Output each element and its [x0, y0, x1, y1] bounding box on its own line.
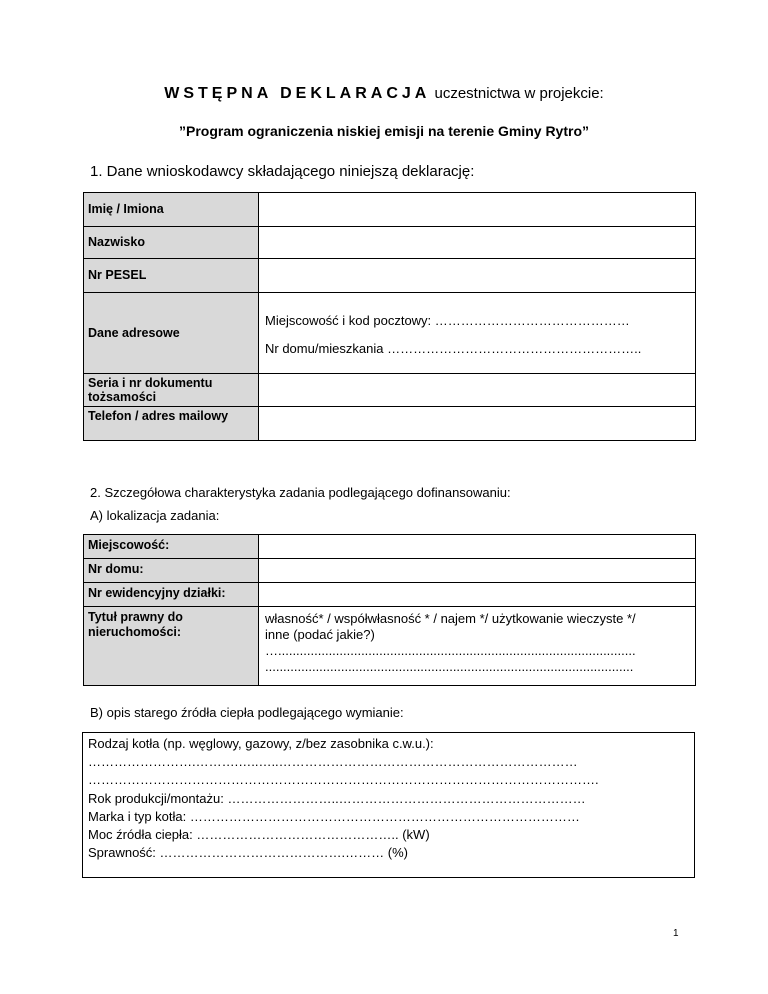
- label-address: Dane adresowe: [84, 293, 259, 374]
- ownership-other: inne (podać jakie?): [265, 627, 375, 642]
- section-1-heading: 1. Dane wnioskodawcy składającego niniejszą deklarację:: [90, 163, 475, 180]
- table-row: [84, 374, 696, 407]
- pesel-field[interactable]: [259, 259, 696, 293]
- label-locality: Miejscowość:: [84, 535, 259, 559]
- first-name-field[interactable]: [259, 193, 696, 227]
- section-2b-heading: B) opis starego źródła ciepła podlegającego wymianie:: [90, 705, 404, 720]
- id-document-field[interactable]: [259, 374, 696, 407]
- efficiency-line: Sprawność: …………………………………….……… (%): [88, 845, 408, 861]
- label-pesel: Nr PESEL: [84, 259, 259, 293]
- table-row: [84, 583, 696, 607]
- table-row: [84, 407, 696, 441]
- ownership-dotted-line: ......................................................................................................: [265, 659, 634, 674]
- surname-field[interactable]: [259, 227, 696, 259]
- program-name: ”Program ograniczenia niskiej emisji na terenie Gminy Rytro”: [178, 123, 590, 139]
- table-row: [84, 227, 696, 259]
- section-2a-heading: A) lokalizacja zadania:: [90, 508, 220, 523]
- table-row: [84, 559, 696, 583]
- table-row: [84, 193, 696, 227]
- address-field[interactable]: [259, 293, 696, 374]
- location-table: [83, 534, 696, 686]
- locality-field[interactable]: [259, 535, 696, 559]
- house-number-field[interactable]: [259, 559, 696, 583]
- table-row: [84, 535, 696, 559]
- table-row: [84, 293, 696, 374]
- boiler-type-label: Rodzaj kotła (np. węglowy, gazowy, z/bez zasobnika c.w.u.):: [88, 736, 434, 751]
- address-house-line: Nr domu/mieszkania …………………………………………………..: [265, 341, 642, 356]
- label-house-number: Nr domu:: [84, 559, 259, 583]
- label-plot-number: Nr ewidencyjny działki:: [84, 583, 259, 607]
- applicant-data-table: [83, 192, 696, 441]
- ownership-dotted-line: …...................................................................................................: [265, 643, 636, 658]
- production-year-line: Rok produkcji/montażu: ……………………..…………………………………………………: [88, 790, 586, 806]
- page-number: 1: [673, 928, 679, 939]
- boiler-type-dotted-line: ……………………………………………………………………………………………………….: [88, 772, 599, 788]
- label-legal-title: Tytuł prawny do nieruchomości:: [84, 607, 259, 686]
- table-row: [84, 259, 696, 293]
- label-first-name: Imię / Imiona: [84, 193, 259, 227]
- ownership-options: własność* / współwłasność * / najem */ użytkowanie wieczyste */: [265, 611, 636, 626]
- title-rest: uczestnictwa w projekcie:: [430, 85, 604, 102]
- heat-power-line: Moc źródła ciepła: ……………………………………….. (kW): [88, 827, 430, 843]
- table-row: [84, 607, 696, 686]
- title-strong: WSTĘPNA DEKLARACJA: [164, 85, 431, 102]
- label-id-document: Seria i nr dokumentu tożsamości: [84, 374, 259, 407]
- plot-number-field[interactable]: [259, 583, 696, 607]
- boiler-make-line: Marka i typ kotła: ………………………………………………………………………………: [88, 808, 580, 824]
- document-title: [0, 84, 768, 104]
- old-heat-source-box[interactable]: [82, 732, 695, 878]
- legal-title-field[interactable]: [259, 607, 696, 686]
- address-locality-line: Miejscowość i kod pocztowy: ………………………………………: [265, 313, 630, 328]
- label-surname: Nazwisko: [84, 227, 259, 259]
- section-2-heading: 2. Szczegółowa charakterystyka zadania podlegającego dofinansowaniu:: [90, 485, 511, 500]
- label-phone-email: Telefon / adres mailowy: [84, 407, 259, 441]
- phone-email-field[interactable]: [259, 407, 696, 441]
- boiler-type-dotted-line: …………………….……….…..…..……………………………………………………………: [88, 754, 578, 770]
